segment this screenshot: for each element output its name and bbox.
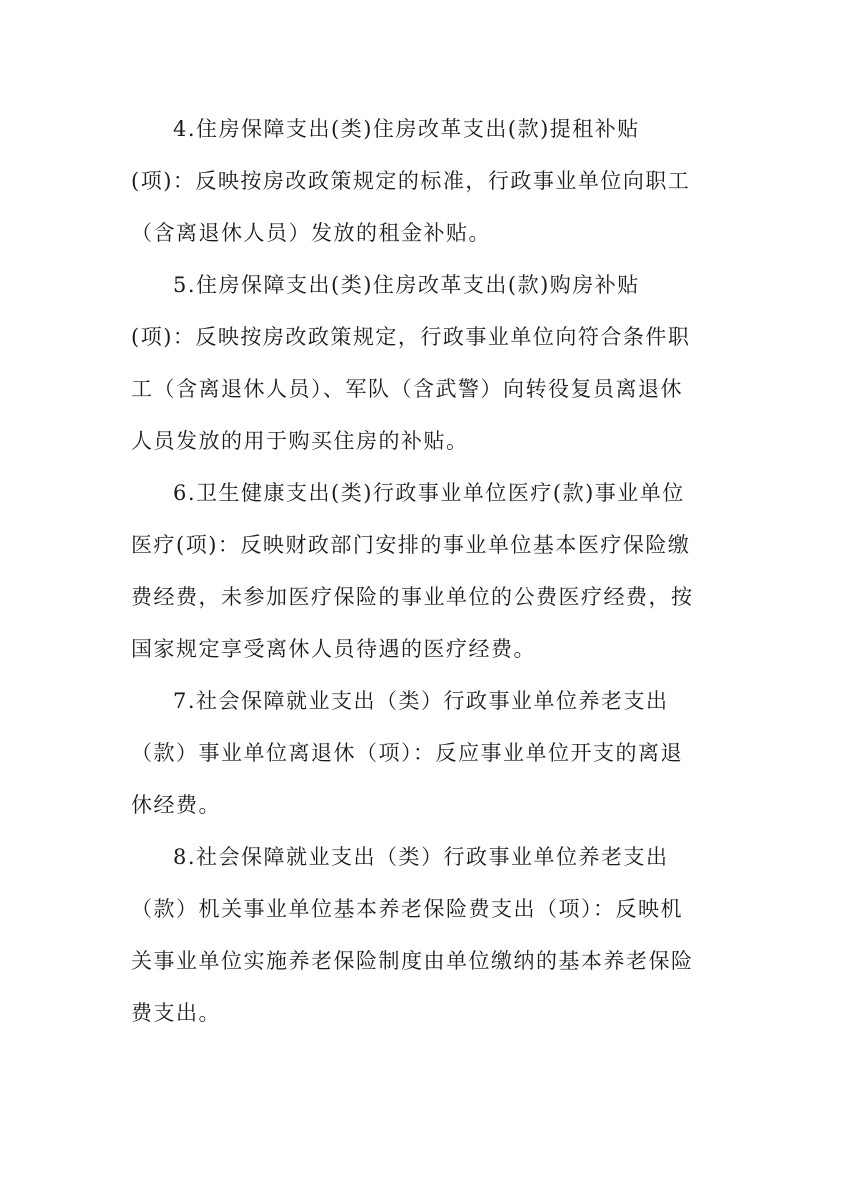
text-line: 5.住房保障支出(类)住房改革支出(款)购房补贴 <box>173 273 640 297</box>
document-body <box>131 103 703 1039</box>
text-line: （款）机关事业单位基本养老保险费支出（项）：反映机 <box>131 897 683 921</box>
text-line: 休经费。 <box>131 793 221 817</box>
text-line: 人员发放的用于购买住房的补贴。 <box>131 429 469 453</box>
text-line: 7.社会保障就业支出（类）行政事业单位养老支出 <box>173 689 669 713</box>
paragraph-item-5 <box>131 259 703 467</box>
text-line: （含离退休人员）发放的租金补贴。 <box>131 221 491 245</box>
text-line: 国家规定享受离休人员待遇的医疗经费。 <box>131 637 536 661</box>
paragraph-item-8 <box>131 831 703 1039</box>
text-line: 费支出。 <box>131 1001 221 1025</box>
text-line: 8.社会保障就业支出（类）行政事业单位养老支出 <box>173 845 669 869</box>
paragraph-item-7 <box>131 675 703 831</box>
text-line: 关事业单位实施养老保险制度由单位缴纳的基本养老保险 <box>131 949 694 973</box>
paragraph-item-6 <box>131 467 703 675</box>
text-line: (项)：反映按房改政策规定，行政事业单位向符合条件职 <box>131 325 691 349</box>
text-line: 6.卫生健康支出(类)行政事业单位医疗(款)事业单位 <box>173 481 685 505</box>
paragraph-item-4 <box>131 103 703 259</box>
text-line: (项)：反映按房改政策规定的标准，行政事业单位向职工 <box>131 169 691 193</box>
text-line: 4.住房保障支出(类)住房改革支出(款)提租补贴 <box>173 117 640 141</box>
text-line: （款）事业单位离退休（项）：反应事业单位开支的离退 <box>131 741 683 765</box>
text-line: 医疗(项)：反映财政部门安排的事业单位基本医疗保险缴 <box>131 533 691 557</box>
text-line: 工（含离退休人员）、军队（含武警）向转役复员离退休 <box>131 377 683 401</box>
text-line: 费经费，未参加医疗保险的事业单位的公费医疗经费，按 <box>131 585 694 609</box>
